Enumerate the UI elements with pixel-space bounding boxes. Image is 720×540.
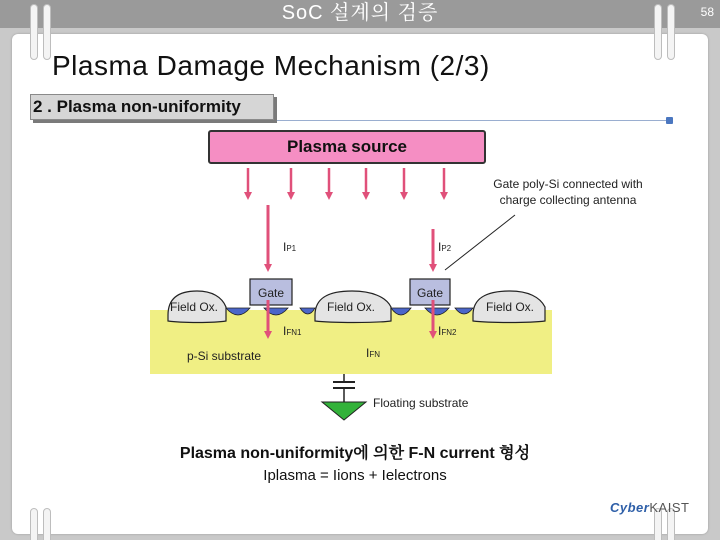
gate-right-label: Gate <box>417 286 444 300</box>
floating-substrate-label: Floating substrate <box>373 396 469 410</box>
ip2-label: IP2 <box>438 240 452 254</box>
ifn-label: IFN <box>366 346 381 360</box>
ion-flux-arrows <box>248 168 444 196</box>
plasma-current-arrows <box>268 205 433 268</box>
field-ox-right-label: Field Ox. <box>486 300 535 314</box>
slide-number: 58 <box>700 5 714 19</box>
cyber-kaist-logo: CyberKAIST <box>610 500 690 515</box>
oxide-bump <box>300 308 315 314</box>
ground-icon <box>322 402 366 420</box>
substrate-label: p-Si substrate <box>187 349 262 363</box>
oxide-bump <box>425 308 449 315</box>
field-ox-left-label: Field Ox. <box>170 300 219 314</box>
gate-left-label: Gate <box>258 286 285 300</box>
gate-poly-note: Gate poly-Si connected with charge collecting antenna <box>480 176 656 208</box>
ip1-label: IP1 <box>283 240 297 254</box>
oxide-bump <box>391 308 411 315</box>
ifn1-label: IFN1 <box>283 324 302 338</box>
plasma-source-box: Plasma source <box>208 130 486 164</box>
field-ox-middle-label: Field Ox. <box>327 300 376 314</box>
oxide-bump <box>226 308 250 315</box>
antenna-leader-line <box>445 215 515 270</box>
caption-equation: Iplasma = Iions + Ielectrons <box>263 467 447 484</box>
capacitor-icon <box>333 382 355 388</box>
section-label: 2 . Plasma non-uniformity <box>30 94 274 120</box>
oxide-bump <box>455 308 473 314</box>
header-title: SoC 설계의 검증 <box>281 2 439 24</box>
ifn2-label: IFN2 <box>438 324 457 338</box>
slide-title: Plasma Damage Mechanism (2/3) <box>52 50 490 81</box>
caption-main: Plasma non-uniformity에 의한 F-N current 형성 <box>179 445 531 462</box>
